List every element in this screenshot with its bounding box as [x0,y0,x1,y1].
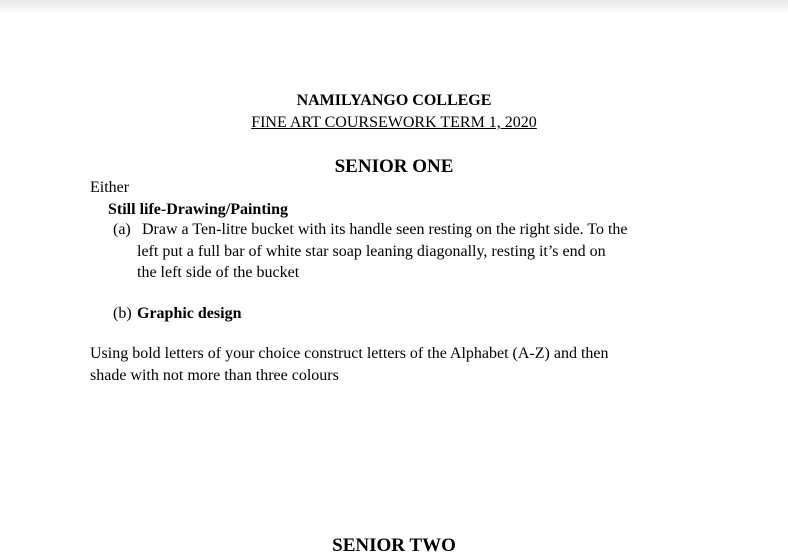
item-a-line-3: the left side of the bucket [137,264,300,281]
graphic-design-title: Graphic design [137,305,242,322]
still-life-title: Still life-Drawing/Painting [108,201,288,218]
item-a-line-1: Draw a Ten-litre bucket with its handle seen resting on the right side. To the [142,221,628,238]
graphic-design-line-1: Using bold letters of your choice construct letters of the Alphabet (A-Z) and then [90,345,609,362]
school-name: NAMILYANGO COLLEGE [296,92,492,109]
item-b-marker: (b) [113,305,132,322]
either-label: Either [90,179,130,196]
item-a-marker: (a) [113,221,131,238]
coursework-title: FINE ART COURSEWORK TERM 1, 2020 [251,114,537,131]
senior-one-heading: SENIOR ONE [334,156,454,177]
graphic-design-line-2: shade with not more than three colours [90,367,339,384]
item-a-line-2: left put a full bar of white star soap leaning diagonally, resting it’s end on [137,243,606,260]
senior-two-heading: SENIOR TWO [332,535,456,552]
